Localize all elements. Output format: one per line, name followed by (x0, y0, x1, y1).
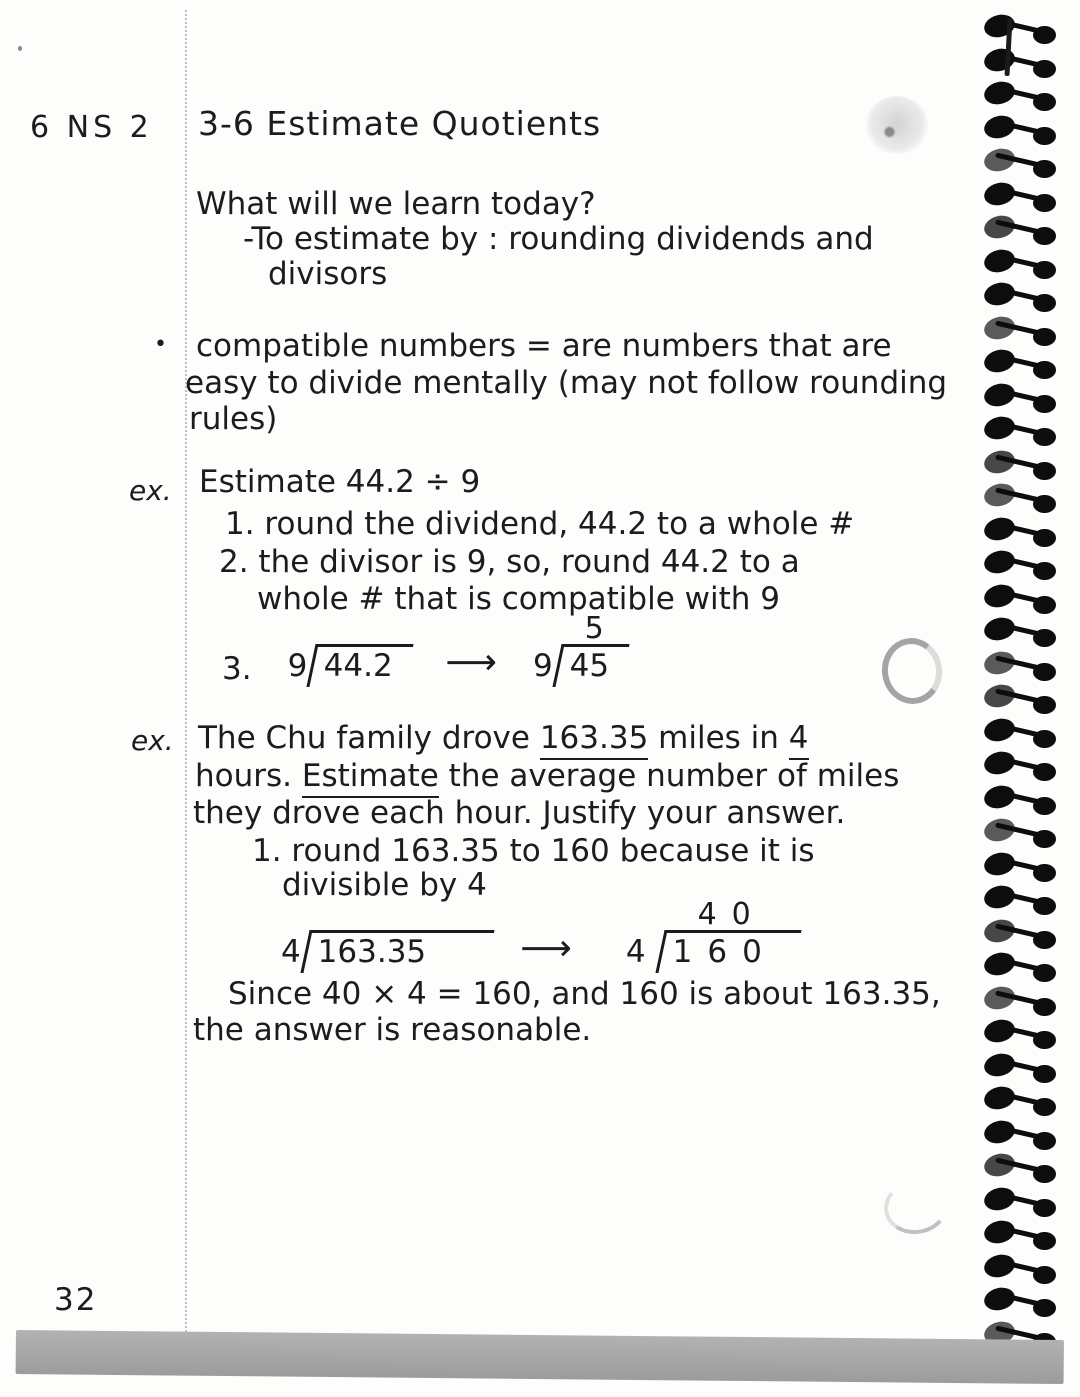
long-division-rounded (625, 897, 797, 973)
underlined-value: 4 (789, 720, 809, 760)
example2-problem-line3: they drove each hour. Justify your answer. (193, 795, 846, 831)
example2-conclusion-line1: Since 40 × 4 = 160, and 160 is about 163.35, (228, 976, 941, 1012)
coil-hole-right (1033, 529, 1056, 547)
spiral-coil (984, 148, 1056, 180)
coil-hole-right (1033, 931, 1056, 949)
spiral-coil (984, 48, 1056, 80)
underlined-value: 163.35 (540, 720, 648, 760)
divisor: 9 (532, 648, 553, 684)
example1-step2b: whole # that is compatible with 9 (257, 581, 780, 617)
spiral-coil (984, 483, 1056, 515)
step3-label: 3. (222, 651, 252, 687)
spiral-coil (984, 215, 1056, 247)
coil-hole-right (1033, 1065, 1056, 1083)
objective-answer-line2: divisors (268, 256, 388, 292)
coil-hole-right (1033, 1098, 1056, 1116)
coil-hole-right (1033, 864, 1056, 882)
text-run: miles in (648, 720, 789, 756)
long-division-original (288, 644, 410, 687)
coil-hole-right (1033, 797, 1056, 815)
dividend: 163.35 (317, 934, 426, 970)
coil-hole-right (1033, 428, 1056, 446)
definition-line2: easy to divide mentally (may not follow rounding (185, 365, 948, 401)
dust-speck (18, 46, 22, 51)
smudge-mark (866, 96, 928, 154)
example2-problem-line2 (195, 758, 899, 795)
spiral-coil (984, 651, 1056, 683)
example2-label: ex. (131, 724, 174, 757)
quotient: 5 (584, 611, 604, 646)
text-run: The Chu family drove (198, 720, 540, 756)
example2-problem-line1 (198, 720, 809, 757)
spiral-coil (984, 1053, 1056, 1085)
spiral-coil (984, 81, 1056, 113)
dividend: 160 (672, 934, 777, 970)
coil-hole-right (1033, 127, 1056, 145)
spiral-coil (984, 1019, 1056, 1051)
spiral-coil (984, 249, 1056, 281)
spiral-binding (974, 0, 1080, 1397)
spiral-coil (984, 919, 1056, 951)
spiral-coil (984, 282, 1056, 314)
example1-step1: 1. round the dividend, 44.2 to a whole # (225, 506, 855, 542)
spiral-coil (984, 718, 1056, 750)
spiral-coil (984, 115, 1056, 147)
coil-hole-right (1033, 964, 1056, 982)
crescent-smudge-mark (881, 1176, 952, 1238)
example2-step1b: divisible by 4 (282, 867, 487, 903)
objective-question: What will we learn today? (196, 186, 596, 222)
page-edge-shadow-band (16, 1330, 1064, 1384)
example1-label: ex. (129, 474, 172, 507)
coil-hole-right (1033, 1232, 1056, 1250)
coil-hole-right (1033, 294, 1056, 312)
definition-line3: rules) (189, 401, 278, 437)
spiral-coil (984, 818, 1056, 850)
hole-smudge-mark (878, 634, 947, 708)
margin-rule-line (185, 10, 187, 1332)
division-bracket (655, 930, 801, 973)
spiral-coil (984, 852, 1056, 884)
bullet-dot: • (154, 332, 167, 357)
coil-hole-right (1033, 261, 1056, 279)
spiral-coil (984, 1254, 1056, 1286)
underlined-value: Estimate (302, 758, 439, 798)
coil-hole-right (1033, 696, 1056, 714)
coil-hole-right (1033, 1266, 1056, 1284)
dividend: 44.2 (323, 648, 394, 684)
coil-hole-right (1033, 730, 1056, 748)
coil-hole-right (1033, 395, 1056, 413)
coil-hole-right (1033, 1299, 1056, 1317)
spiral-coil (984, 885, 1056, 917)
text-run: hours. (195, 758, 302, 794)
coil-hole-right (1033, 462, 1056, 480)
division-bracket (300, 930, 495, 973)
standard-code: 6 NS 2 (30, 110, 153, 145)
spiral-coil (984, 450, 1056, 482)
divisor: 4 (625, 934, 646, 970)
divisor: 9 (287, 648, 308, 684)
coil-hole-right (1033, 93, 1056, 111)
spiral-coil (984, 182, 1056, 214)
spiral-coil (984, 785, 1056, 817)
spiral-coil (984, 383, 1056, 415)
spiral-coil (984, 349, 1056, 381)
coil-hole-right (1033, 1031, 1056, 1049)
example1-step2a: 2. the divisor is 9, so, round 44.2 to a (219, 544, 800, 580)
spiral-coil (984, 550, 1056, 582)
division-bracket (552, 644, 630, 687)
coil-hole-right (1033, 596, 1056, 614)
coil-hole-right (1033, 663, 1056, 681)
coil-hole-right (1033, 26, 1056, 44)
division-bracket (307, 644, 414, 687)
example2-division-row (281, 897, 797, 973)
coil-hole-right (1033, 998, 1056, 1016)
coil-hole-right (1033, 1165, 1056, 1183)
coil-hole-right (1033, 830, 1056, 848)
spiral-coil (984, 1153, 1056, 1185)
spiral-coil (984, 1187, 1056, 1219)
coil-hole-right (1033, 328, 1056, 346)
spiral-coil (984, 751, 1056, 783)
spiral-coil (984, 617, 1056, 649)
spiral-coil (984, 1086, 1056, 1118)
spiral-coil (984, 416, 1056, 448)
spiral-coil (984, 1287, 1056, 1319)
coil-hole-right (1033, 897, 1056, 915)
spiral-coil (984, 952, 1056, 984)
coil-hole-right (1033, 60, 1056, 78)
example1-division-row (222, 611, 625, 687)
coil-hole-right (1033, 194, 1056, 212)
coil-hole-right (1033, 495, 1056, 513)
spiral-coil (984, 684, 1056, 716)
page-title: 3-6 Estimate Quotients (198, 104, 602, 143)
coil-hole-right (1033, 160, 1056, 178)
right-arrow-icon: ⟶ (445, 642, 497, 683)
coil-hole-right (1033, 562, 1056, 580)
spiral-coil (984, 1220, 1056, 1252)
example2-conclusion-line2: the answer is reasonable. (193, 1012, 592, 1048)
coil-hole-right (1033, 763, 1056, 781)
spiral-coil (984, 316, 1056, 348)
coil-hole-right (1033, 1199, 1056, 1217)
spiral-coil (984, 517, 1056, 549)
coil-hole-right (1033, 1132, 1056, 1150)
spiral-coil (984, 1120, 1056, 1152)
long-division-original (281, 930, 490, 973)
divisor: 4 (281, 934, 301, 970)
example1-prompt: Estimate 44.2 ÷ 9 (199, 464, 481, 500)
coil-hole-right (1033, 227, 1056, 245)
right-arrow-icon: ⟶ (520, 928, 572, 969)
spiral-coil (984, 986, 1056, 1018)
long-division-rounded (532, 611, 625, 687)
quotient: 40 (697, 897, 766, 932)
coil-hole-right (1033, 629, 1056, 647)
objective-answer-line1: -To estimate by : rounding dividends and (243, 221, 874, 257)
spiral-coil (984, 14, 1056, 46)
text-run: the average number of miles (438, 758, 900, 794)
dividend: 45 (569, 648, 609, 684)
page-number: 32 (54, 1282, 98, 1318)
spiral-coil (984, 584, 1056, 616)
example2-step1a: 1. round 163.35 to 160 because it is (252, 833, 815, 869)
definition-line1: compatible numbers = are numbers that are (196, 328, 892, 364)
coil-hole-right (1033, 361, 1056, 379)
